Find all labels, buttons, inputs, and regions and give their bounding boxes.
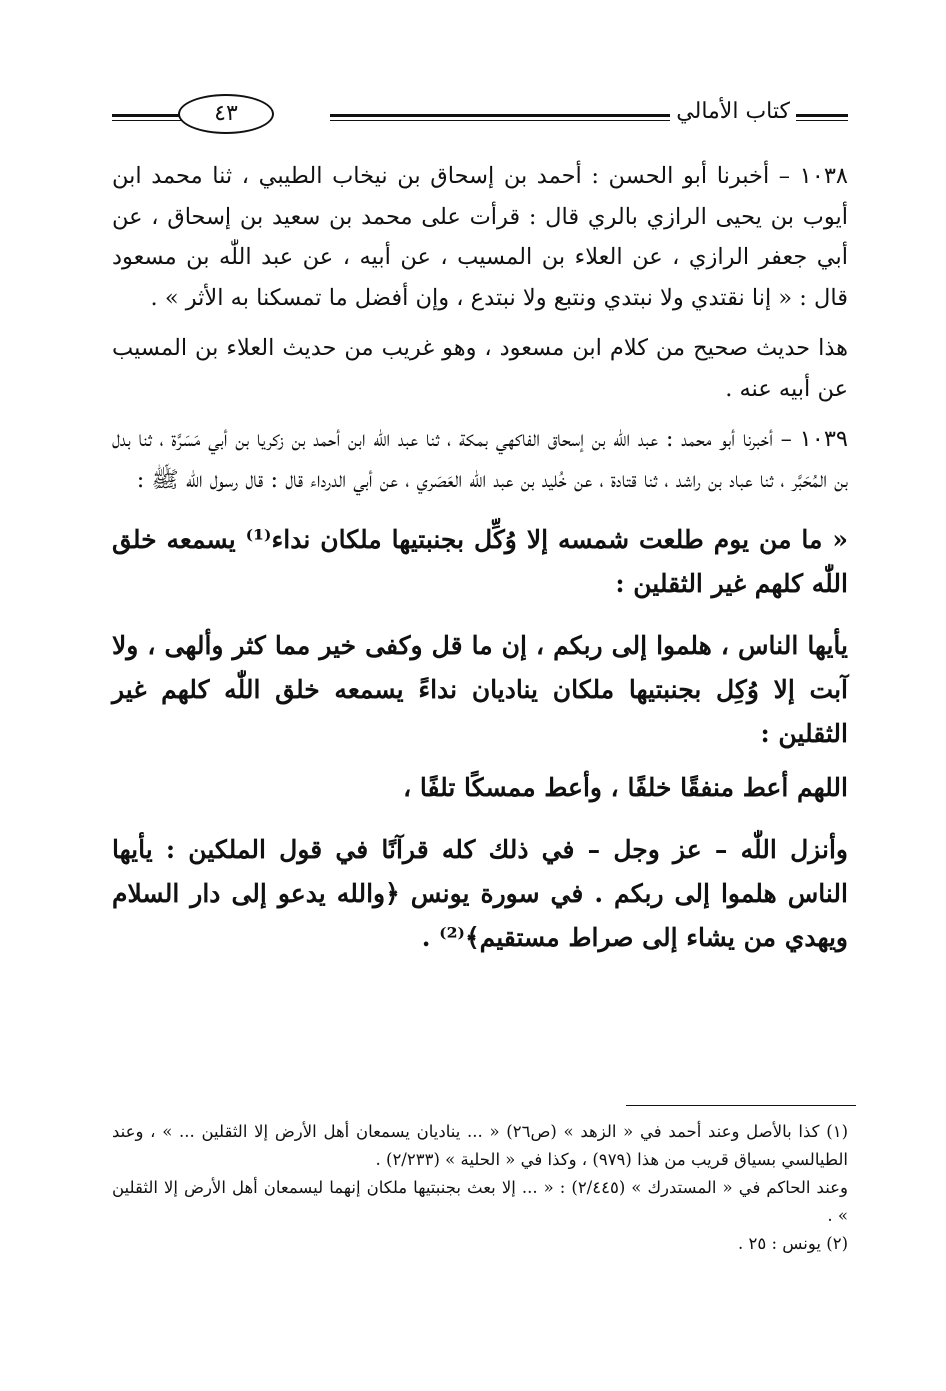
- hadith-quote-2: يأيها الناس ، هلموا إلى ربكم ، إن ما قل وكفى خير مما كثر وألهى ، ولا آبت إلا وُكِل بجنبتيها ملكان يناديان نداءً يسمعه خلق اللّٰه كلهم غير الثقلين :: [112, 631, 848, 748]
- paragraph-hadith-1038: ١٠٣٨ – أخبرنا أبو الحسن : أحمد بن إسحاق بن نيخاب الطيبي ، ثنا محمد ابن أيوب بن يحيى الرازي بالري قال : قرأت على محمد بن سعيد بن إسحاق ، عن أبي جعفر الرازي ، عن العلاء بن المسيب ، عن أبيه ، عن عبد اللّٰه بن مسعود قال : « إنا نقتدي ولا نبتدي ونتبع ولا نبتدع ، وإن أفضل ما تمسكنا به الأثر » .: [112, 163, 848, 311]
- header-rule-left: [112, 114, 184, 117]
- footnote-1-continued: وعند الحاكم في « المستدرك » (٢/٤٤٥) : « ... إلا بعث بجنبتيها ملكان إنهما ليسمعان أهل الأرض إلا الثقلين » .: [112, 1178, 848, 1225]
- hadith-quote-3: اللهم أعط منفقًا خلفًا ، وأعط ممسكًا تلفًا ،: [403, 773, 848, 802]
- paragraph-commentary: هذا حديث صحيح من كلام ابن مسعود ، وهو غريب من حديث العلاء بن المسيب عن أبيه عنه .: [112, 335, 848, 402]
- running-title: كتاب الأمالي: [670, 92, 796, 132]
- hadith-quote-4: وأنزل اللّٰه – عز وجل – في ذلك كله قرآنًا في قول الملكين : يأيها الناس هلموا إلى ربكم . في سورة يونس ﴿والله يدعو إلى دار السلام ويهدي من يشاء إلى صراط مستقيم﴾⁽²⁾ .: [112, 835, 848, 952]
- footnote-2: (٢) يونس : ٢٥ .: [737, 1234, 848, 1253]
- page-header: [112, 92, 848, 136]
- footnotes: [112, 1118, 848, 1258]
- main-text: [112, 156, 848, 960]
- paragraph-hadith-1039: ١٠٣٩ – أخبرنا أبو محمد : عبد اللّٰه بن إسحاق الفاكهي بمكة ، ثنا عبد اللّٰه ابن أحمد بن زكريا بن أبي مَسَرَّة ، ثنا بدل بن المُحَبَّر ، ثنا عباد بن راشد ، ثنا قتادة ، عن خُليد بن عبد اللّٰه العَصَري ، عن أبي الدرداء قال : قال رسول اللّٰه ﷺ :: [112, 426, 848, 493]
- footnote-1: (١) كذا بالأصل وعند أحمد في « الزهد » (ص٢٦) « ... يناديان يسمعان أهل الأرض إلا الثقلين ... » ، وعند الطيالسي بسياق قريب من هذا (٩٧٩) ، وكذا في « الحلية » (٢/٢٣٣) .: [112, 1122, 848, 1169]
- footnote-separator: [626, 1105, 856, 1106]
- hadith-quote-1: « ما من يوم طلعت شمسه إلا وُكِّل بجنبتيها ملكان نداء⁽¹⁾ يسمعه خلق اللّٰه كلهم غير الثقلين :: [112, 525, 848, 598]
- page-number: ٤٣: [178, 94, 274, 134]
